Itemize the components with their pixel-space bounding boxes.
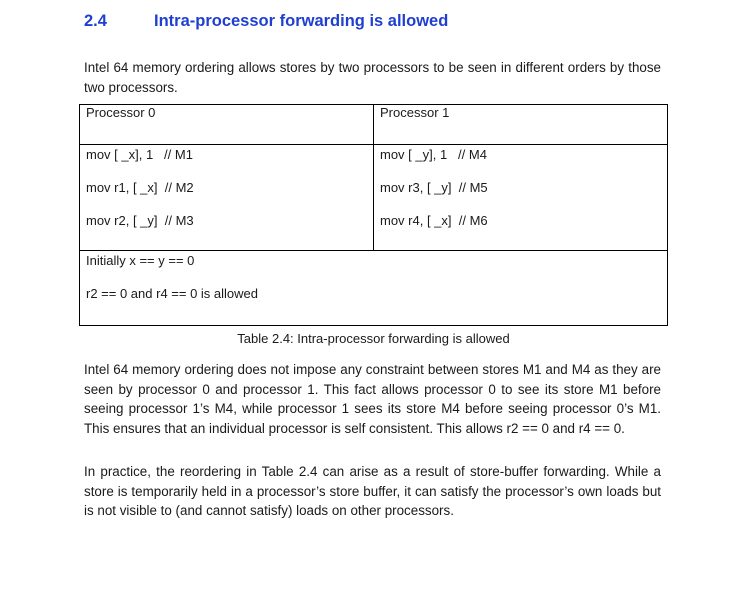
table-header-row [80,105,668,145]
processor-1-code [374,145,668,251]
memory-ordering-table [79,104,668,326]
intro-paragraph: Intel 64 memory ordering allows stores by two processors to be seen in different orders by those two processors. [84,60,661,95]
header-processor-1: Processor 1 [374,105,668,145]
initial-conditions-cell [80,251,668,326]
code-line-m6: mov r4, [ _x] // M6 [380,213,488,228]
header-processor-0: Processor 0 [80,105,374,145]
table-code-row [80,145,668,251]
code-line-m3: mov r2, [ _y] // M3 [86,213,194,228]
table-caption: Table 2.4: Intra-processor forwarding is allowed [237,331,510,346]
code-line-m2: mov r1, [ _x] // M2 [86,180,194,195]
body-paragraph-2: In practice, the reordering in Table 2.4 can arise as a result of store-buffer forwarding. While a store is temporarily held in a processor’s store buffer, it can satisfy the processor’s own loads but is not visible to (and cannot satisfy) loads on other processors. [84,464,661,518]
body-paragraph-1: Intel 64 memory ordering does not impose any constraint between stores M1 and M4 as they are seen by processor 0 and processor 1. This fact allows processor 0 to see its store M1 before seeing processor 1’s M4, while processor 1 sees its store M4 before seeing processor 0’s M1. This ensures that an individual processor is self consistent. This allows r2 == 0 and r4 == 0. [84,362,661,436]
table-initial-row [80,251,668,326]
code-line-m5: mov r3, [ _y] // M5 [380,180,488,195]
allowed-result: r2 == 0 and r4 == 0 is allowed [86,286,259,301]
initial-condition: Initially x == y == 0 [86,253,195,268]
code-line-m1: mov [ _x], 1 // M1 [86,147,193,162]
section-number: 2.4 [84,12,107,30]
processor-0-code [80,145,374,251]
section-title: Intra-processor forwarding is allowed [154,12,449,30]
code-line-m4: mov [ _y], 1 // M4 [380,147,487,162]
